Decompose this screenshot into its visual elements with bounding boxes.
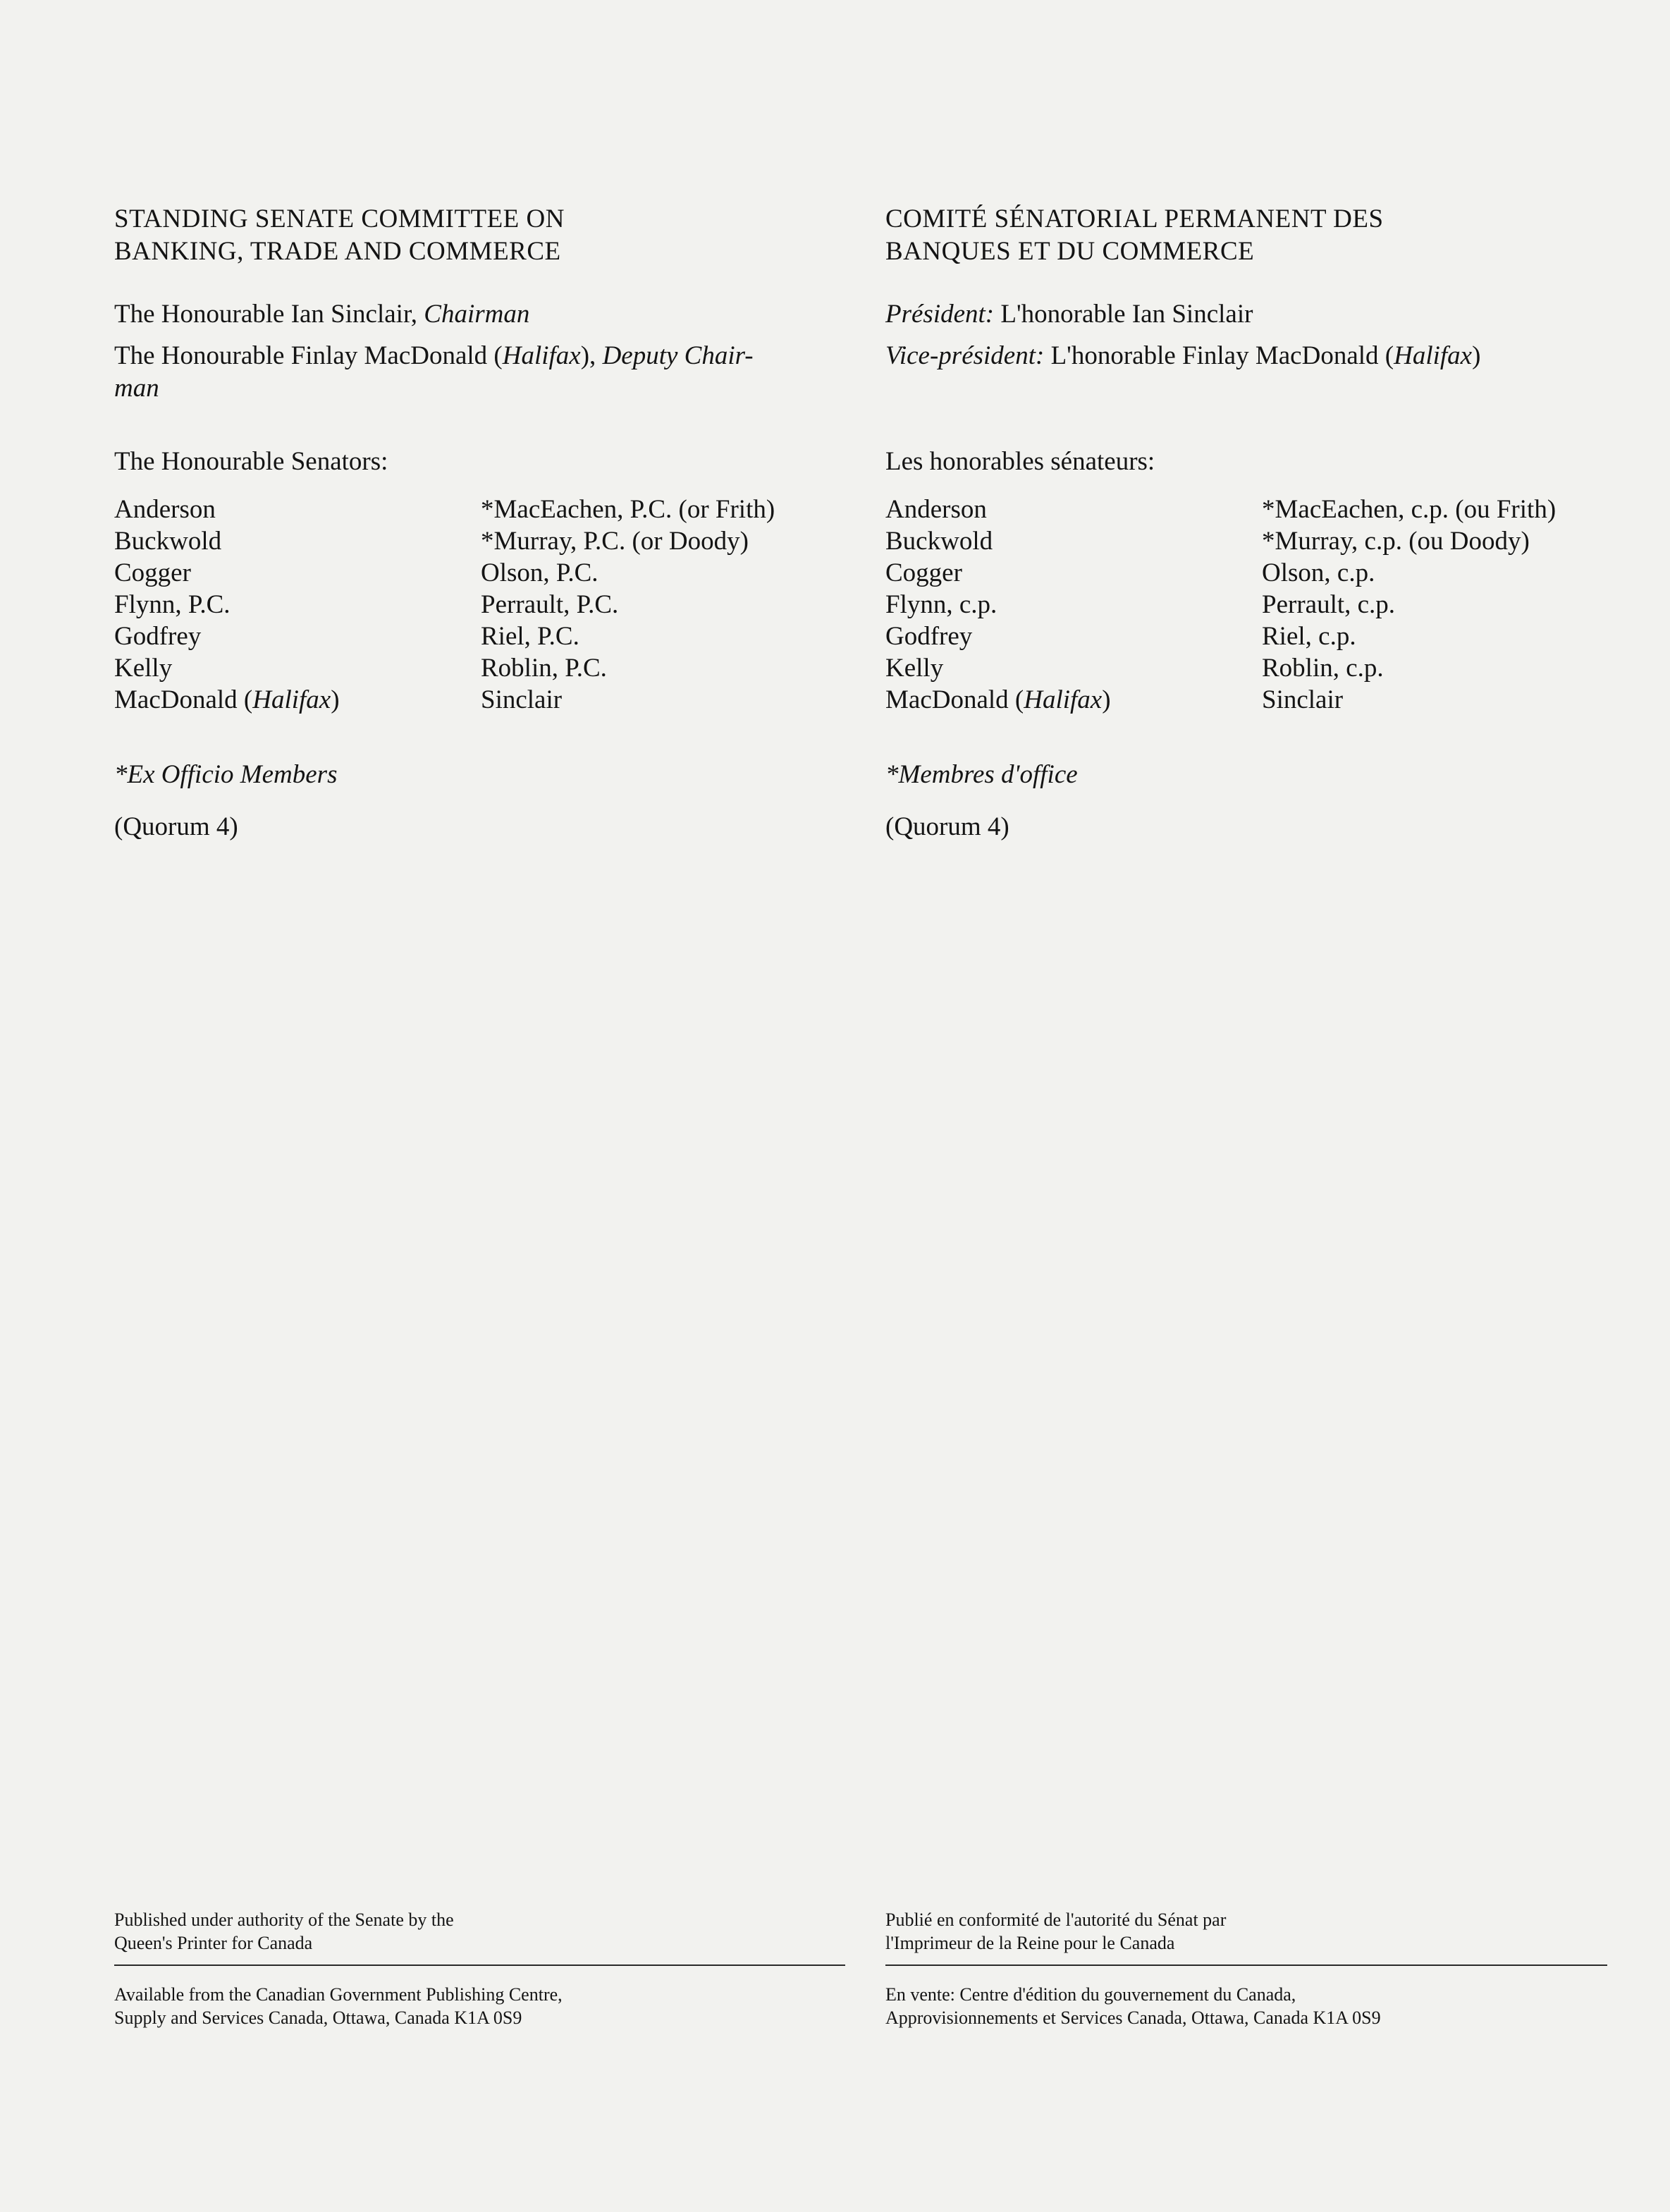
- deputy-chairman-line-fr: [885, 340, 1480, 372]
- member-item: Roblin, c.p.: [1262, 654, 1384, 683]
- deputy-role: Vice-président:: [885, 341, 1045, 370]
- member-item: Olson, P.C.: [481, 558, 598, 587]
- senators-label-en: The Honourable Senators:: [114, 447, 388, 476]
- deputy-separator: ),: [580, 341, 603, 370]
- quorum-fr: (Quorum 4): [885, 812, 1009, 841]
- member-item: Sinclair: [1262, 685, 1344, 714]
- members-list-en-2: [481, 494, 775, 716]
- heading-line-1: COMITÉ SÉNATORIAL PERMANENT DES: [885, 204, 1384, 233]
- chairman-role: Chairman: [424, 300, 530, 329]
- chairman-name: L'honorable Ian Sinclair: [994, 300, 1253, 329]
- deputy-role-part-2: man: [114, 374, 159, 403]
- divider-rule-fr: [885, 1964, 1607, 1966]
- member-item: Kelly: [114, 654, 173, 683]
- heading-line-1: STANDING SENATE COMMITTEE ON: [114, 204, 565, 233]
- available-line-1: En vente: Centre d'édition du gouvernement du Canada,: [885, 1984, 1296, 2005]
- senators-label-fr: Les honorables sénateurs:: [885, 447, 1155, 476]
- member-item: Godfrey: [114, 622, 202, 651]
- member-macdonald-close: ): [331, 685, 340, 714]
- deputy-chairman-name: L'honorable Finlay MacDonald (: [1044, 341, 1394, 370]
- availability-notice-en: [114, 1983, 563, 2029]
- divider-rule-en: [114, 1964, 845, 1966]
- deputy-role-part-1: Deputy Chair-: [602, 341, 754, 370]
- member-item: Roblin, P.C.: [481, 654, 607, 683]
- chairman-line-fr: [885, 298, 1253, 331]
- member-item: Cogger: [885, 558, 962, 587]
- member-item: Kelly: [885, 654, 944, 683]
- available-line-2: Supply and Services Canada, Ottawa, Canada K1A 0S9: [114, 2008, 522, 2028]
- published-line-2: l'Imprimeur de la Reine pour le Canada: [885, 1933, 1175, 1953]
- published-notice-fr: [885, 1908, 1226, 1955]
- quorum-en: (Quorum 4): [114, 812, 238, 841]
- member-item: [885, 684, 1111, 716]
- ex-officio-note-en: *Ex Officio Members: [114, 760, 338, 789]
- member-macdonald-region: Halifax: [252, 685, 331, 714]
- member-item: Perrault, P.C.: [481, 590, 619, 619]
- member-macdonald-name: MacDonald (: [885, 685, 1024, 714]
- member-item: [114, 684, 340, 716]
- deputy-chairman-line-en: [114, 340, 754, 405]
- committee-heading-fr: [885, 203, 1384, 268]
- availability-notice-fr: [885, 1983, 1381, 2029]
- member-item: Riel, c.p.: [1262, 622, 1356, 651]
- published-line-2: Queen's Printer for Canada: [114, 1933, 313, 1953]
- member-item: *Murray, P.C. (or Doody): [481, 527, 749, 556]
- member-item: Buckwold: [114, 527, 222, 556]
- deputy-region: Halifax: [502, 341, 581, 370]
- member-macdonald-close: ): [1102, 685, 1111, 714]
- deputy-close: ): [1472, 341, 1481, 370]
- published-notice-en: [114, 1908, 454, 1955]
- available-line-2: Approvisionnements et Services Canada, Ottawa, Canada K1A 0S9: [885, 2008, 1381, 2028]
- member-item: Perrault, c.p.: [1262, 590, 1396, 619]
- chairman-role: Président:: [885, 300, 995, 329]
- member-item: Anderson: [114, 495, 216, 524]
- members-list-fr-1: [885, 494, 1111, 716]
- heading-line-2: BANKING, TRADE AND COMMERCE: [114, 237, 561, 266]
- member-item: Flynn, P.C.: [114, 590, 231, 619]
- member-item: Anderson: [885, 495, 987, 524]
- deputy-region: Halifax: [1394, 341, 1473, 370]
- heading-line-2: BANQUES ET DU COMMERCE: [885, 237, 1255, 266]
- chairman-name: The Honourable Ian Sinclair,: [114, 300, 424, 329]
- members-list-en-1: [114, 494, 340, 716]
- member-item: Riel, P.C.: [481, 622, 579, 651]
- member-macdonald-name: MacDonald (: [114, 685, 253, 714]
- member-item: Godfrey: [885, 622, 973, 651]
- member-item: Buckwold: [885, 527, 993, 556]
- member-item: Cogger: [114, 558, 191, 587]
- member-item: *MacEachen, c.p. (ou Frith): [1262, 495, 1557, 524]
- member-item: *MacEachen, P.C. (or Frith): [481, 495, 775, 524]
- member-macdonald-region: Halifax: [1024, 685, 1103, 714]
- ex-officio-note-fr: *Membres d'office: [885, 760, 1078, 789]
- chairman-line-en: [114, 298, 529, 331]
- member-item: Flynn, c.p.: [885, 590, 997, 619]
- published-line-1: Published under authority of the Senate by the: [114, 1909, 454, 1930]
- member-item: Olson, c.p.: [1262, 558, 1375, 587]
- members-list-fr-2: [1262, 494, 1556, 716]
- member-item: Sinclair: [481, 685, 563, 714]
- member-item: *Murray, c.p. (ou Doody): [1262, 527, 1530, 556]
- available-line-1: Available from the Canadian Government Publishing Centre,: [114, 1984, 563, 2005]
- deputy-chairman-name: The Honourable Finlay MacDonald (: [114, 341, 503, 370]
- committee-heading-en: [114, 203, 565, 268]
- published-line-1: Publié en conformité de l'autorité du Sénat par: [885, 1909, 1227, 1930]
